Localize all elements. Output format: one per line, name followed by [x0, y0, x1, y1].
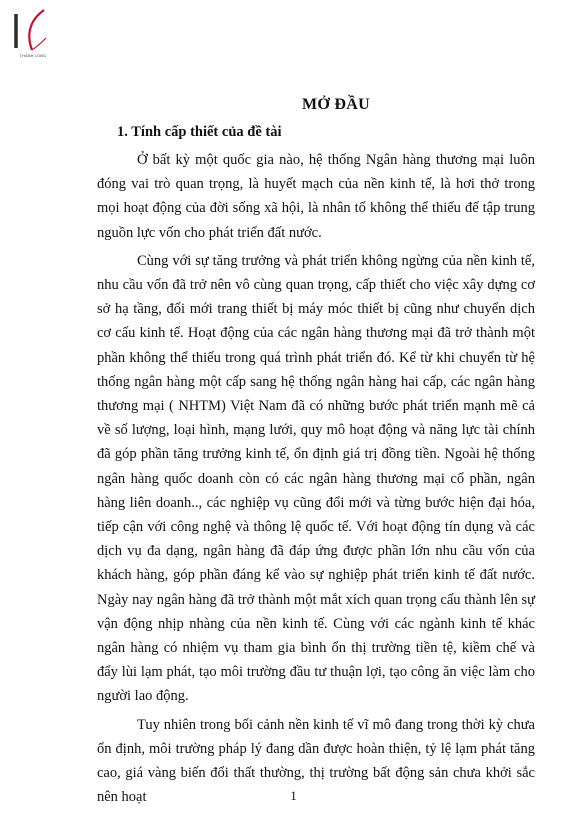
page-title: MỞ ĐẦU [301, 96, 370, 113]
page-number: 1 [290, 788, 297, 803]
paragraph: Ở bất kỳ một quốc gia nào, hệ thống Ngân hàng thương mại luôn đóng vai trò quan trọng, là huyết mạch của nền kinh tế, là hơi thở trong mọi hoạt động của đời sống xã hội, là nhân tố không thể thiếu để tập trung nguồn lực vốn cho phát triển đất nước. [97, 152, 535, 241]
logo-mark-icon [8, 8, 58, 54]
paragraph: Cùng với sự tăng trưởng và phát triển không ngừng của nền kinh tế, nhu cầu vốn đã trở nên vô cùng quan trọng, cấp thiết cho việc xây dựng cơ sở hạ tầng, đổi mới trang thiết bị máy móc thiết bị cũng như chuyển dịch cơ cấu kinh tế. Hoạt động của các ngân hàng thương mại đã trở thành một phần không thể thiếu trong quá trình phát triển đó. Kể từ khi chuyển từ hệ thống ngân hàng một cấp sang hệ thống ngân hàng hai cấp, các ngân hàng thương mại ( NHTM) Việt Nam đã có những bước phát triển mạnh mẽ cả về số lượng, loại hình, mạng lưới, quy mô hoạt động và năng lực tài chính đã góp phần tăng trưởng kinh tế, ổn định giá trị đồng tiền. Ngoài hệ thống ngân hàng quốc doanh còn có các ngân hàng thương mại cổ phần, ngân hàng liên doanh.., các nghiệp vụ cũng đổi mới và từng bước hiện đại hóa, tiếp cận với công nghệ và thông lệ quốc tế. Với hoạt động tín dụng và các dịch vụ đa dạng, ngân hàng đã đáp ứng được phần lớn nhu cầu vốn của khách hàng, góp phần đáng kể vào sự nghiệp phát triển kinh tế đất nước. Ngày nay ngân hàng đã trở thành một mắt xích quan trọng cấu thành lên sự vận động nhịp nhàng của nền kinh tế. Cùng với các ngành kinh tế khác ngân hàng có nhiệm vụ tham gia bình ổn thị trường tiền tệ, kiềm chế và đẩy lùi lạm phát, tạo môi trường đầu tư thuận lợi, tạo công ăn việc làm cho người lao động. [97, 252, 535, 705]
paragraph: Tuy nhiên trong bối cảnh nền kinh tế vĩ mô đang trong thời kỳ chưa ổn định, môi trường pháp lý đang dần được hoàn thiện, tỷ lệ lạm phát tăng cao, giá vàng biến đổi thất thường, thị trường bất động sản chưa khởi sắc nên hoạt [97, 716, 535, 806]
company-logo [8, 8, 58, 66]
document-body [97, 96, 535, 813]
logo-caption: THÀNH LONG [19, 54, 47, 58]
section-heading: 1. Tính cấp thiết của đề tài [117, 124, 282, 140]
